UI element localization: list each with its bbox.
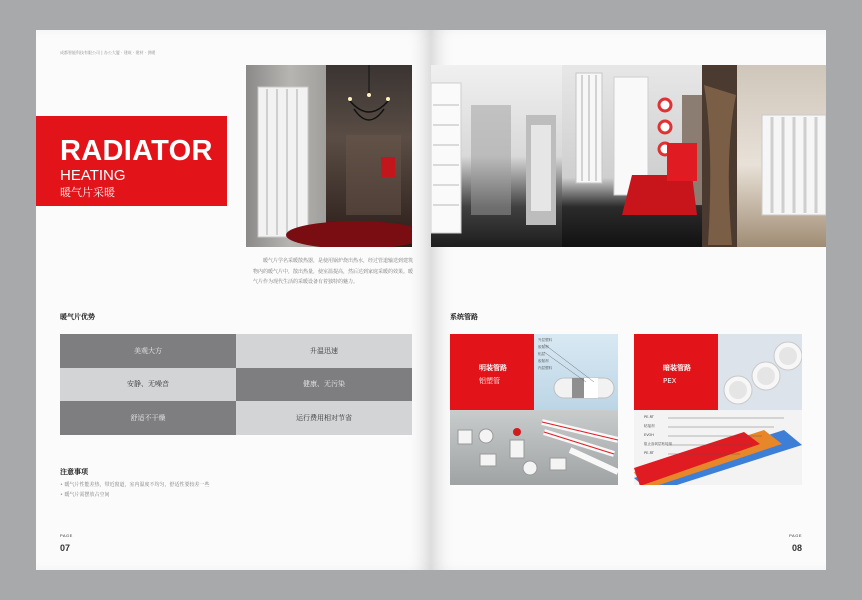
radiator-photo-spread-left: [246, 65, 431, 247]
pex-pipe-shape: [634, 430, 802, 485]
advantage-cell: 美观大方: [60, 334, 236, 368]
pipe-crosssection-image: [534, 334, 618, 410]
column-radiator-shape: [762, 115, 826, 215]
advantage-cell: 运行费用相对节省: [236, 401, 412, 435]
layer-label: 阻止渗氧层粘接剂: [644, 442, 672, 446]
title-main: RADIATOR: [60, 135, 213, 167]
layer-label: 粘接剂: [644, 424, 655, 428]
description-text: 暖气片学名采暖散热器，是使用锅炉烧出热水，经过管道输送到建筑物内的暖气片中，散出热量，使室温提高，然后达到家庭采暖的效果。暖气片作为现代生活的采暖设备有着独特的魅力。: [253, 258, 414, 285]
advantage-cell: 安静、无噪音: [60, 368, 236, 402]
product-type: 铝塑管: [479, 377, 500, 385]
page-number-left: [60, 533, 73, 556]
photo-bathroom-radiator: [431, 65, 562, 247]
right-page: [431, 30, 826, 570]
page-number-right: [789, 533, 802, 556]
advantages-heading: 暖气片优势: [60, 313, 95, 321]
layer-label: 外层塑料: [538, 338, 552, 342]
page-number: 08: [791, 543, 802, 553]
product-label: [450, 334, 534, 410]
radiator-panel-shape: [258, 87, 308, 237]
photo-warm-room-radiator: [702, 65, 826, 247]
layer-label: EVOH: [644, 433, 654, 437]
page-header: 成都智能科技有限公司 | 办公大厦 · 建筑 · 建材 · 供暖: [60, 50, 156, 55]
product-type: PEX: [663, 377, 677, 385]
advantage-cell: 舒适不干燥: [60, 401, 236, 435]
pipe-fittings-image: [450, 410, 618, 485]
advantage-cell: 升温迅速: [236, 334, 412, 368]
page-label: PAGE: [789, 533, 802, 538]
pipe-ends-shape: [724, 342, 802, 404]
left-page: [36, 30, 431, 570]
advantage-cell: 健康、无污染: [236, 368, 412, 402]
pipes-heading: 系统管路: [450, 313, 478, 321]
layer-label: 胶黏剂: [538, 359, 549, 363]
photo-red-sofa-room: [562, 65, 702, 247]
title-cn: 暖气片采暖: [60, 186, 115, 199]
layer-label: PE-RT: [644, 451, 654, 455]
list-item: • 暖气片需摆放占空间: [60, 490, 210, 500]
photo-radiator-lounge: [246, 65, 412, 247]
product-name: 暗装管路: [663, 364, 691, 372]
layer-label: 内层塑料: [538, 366, 552, 370]
advantages-grid: [60, 334, 412, 435]
notes-list: [60, 480, 210, 500]
page-label: PAGE: [60, 533, 73, 538]
product-card-pex: [634, 334, 802, 485]
page-number: 07: [60, 543, 71, 553]
title-block: [36, 116, 227, 206]
layer-label: 铝层: [538, 352, 545, 356]
product-card-aluminum-plastic: [450, 334, 618, 485]
vertical-radiator-shape: [576, 73, 602, 183]
radiator-photo-spread-right: [431, 65, 826, 247]
notes-heading: 注意事项: [60, 468, 88, 476]
title-sub: HEATING: [60, 167, 126, 184]
product-name: 明装管路: [479, 364, 507, 372]
product-label: [634, 334, 718, 410]
pex-layers-image: [634, 410, 802, 485]
layer-label: 胶黏剂: [538, 345, 549, 349]
chandelier-shape: [348, 65, 390, 120]
layer-label: PE-RT: [644, 415, 654, 419]
towel-radiator-shape: [431, 83, 461, 233]
list-item: • 暖气片性能差热，带近窗道，室内温度不均匀，舒适性要较差一些: [60, 480, 210, 490]
white-pipes-image: [718, 334, 802, 410]
